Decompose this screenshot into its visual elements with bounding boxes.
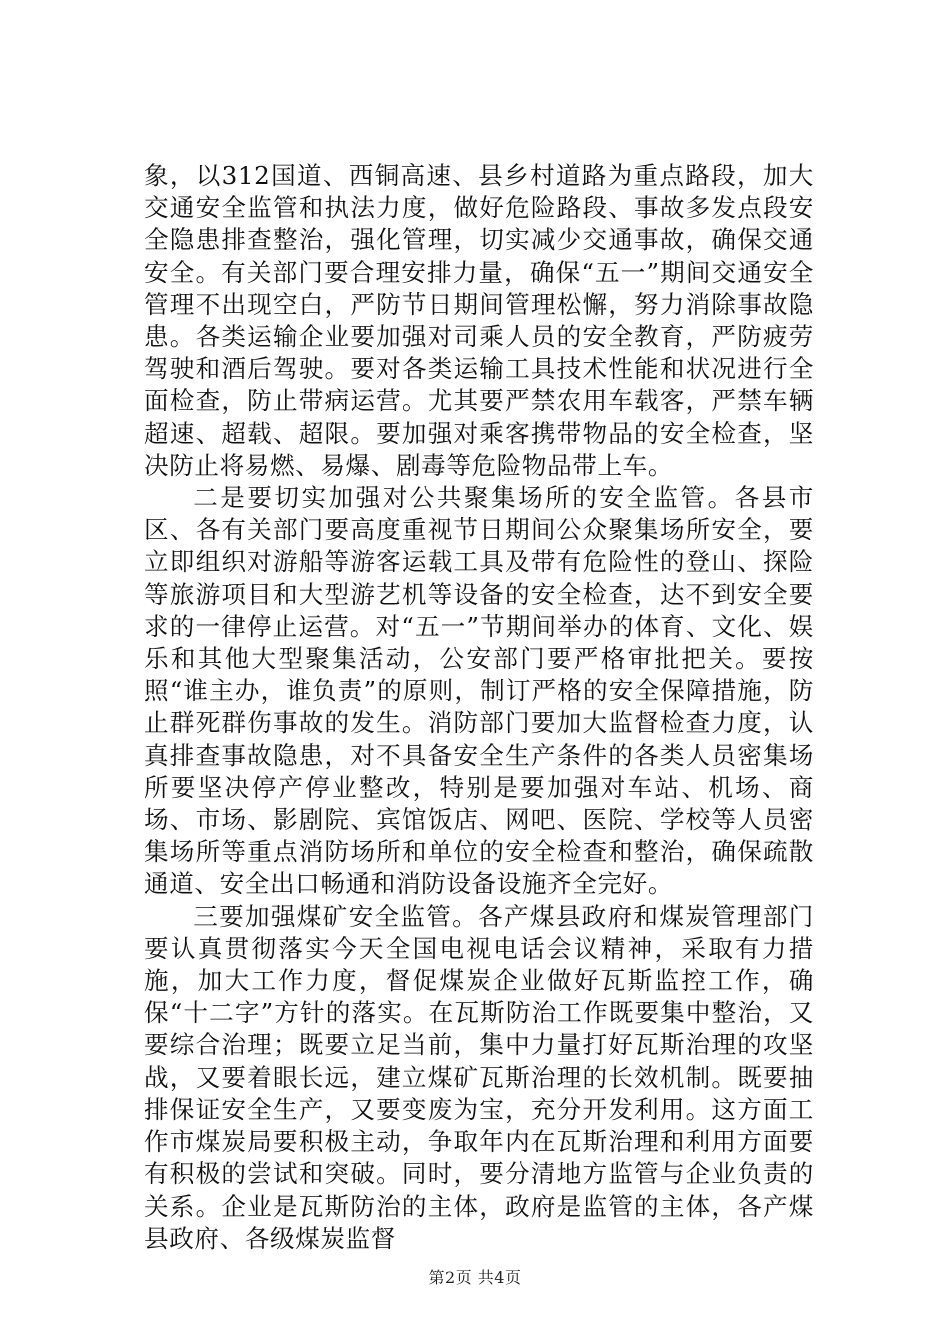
paragraph-traffic-safety: 象，以312国道、西铜高速、县乡村道路为重点路段，加大交通安全监管和执法力度，做好危险路段、事故多发点段安全隐患排查整治，强化管理，切实减少交通事故，确保交通安全。有关部门要合理安排力量，确保“五一”期间交通安全管理不出现空白，严防节日期间管理松懈，努力消除事故隐患。各类运输企业要加强对司乘人员的安全教育，严防疲劳驾驶和酒后驾驶。要对各类运输工具技术性能和状况进行全面检查，防止带病运营。尤其要严禁农用车载客，严禁车辆超速、超载、超限。要加强对乘客携带物品的安全检查，坚决防止将易燃、易爆、剧毒等危险物品带上车。 xyxy=(144,161,814,480)
paragraph-public-venues: 二是要切实加强对公共聚集场所的安全监管。各县市区、各有关部门要高度重视节日期间公众聚集场所安全，要立即组织对游船等游客运载工具及带有危险性的登山、探险等旅游项目和大型游艺机等设备的安全检查，达不到安全要求的一律停止运营。对“五一”节期间举办的体育、文化、娱乐和其他大型聚集活动，公安部门要严格审批把关。要按照“谁主办，谁负责”的原则，制订严格的安全保障措施，防止群死群伤事故的发生。消防部门要加大监督检查力度，认真排查事故隐患，对不具备安全生产条件的各类人员密集场所要坚决停产停业整改，特别是要加强对车站、机场、商场、市场、影剧院、宾馆饭店、网吧、医院、学校等人员密集场所等重点消防场所和单位的安全检查和整治，确保疏散通道、安全出口畅通和消防设备设施齐全完好。 xyxy=(144,483,814,899)
document-body xyxy=(144,160,814,1255)
page-number-footer: 第2页 共4页 xyxy=(428,1268,522,1287)
paragraph-coal-mine-safety: 三要加强煤矿安全监管。各产煤县政府和煤炭管理部门要认真贯彻落实今天全国电视电话会议精神，采取有力措施，加大工作力度，督促煤炭企业做好瓦斯监控工作，确保“十二字”方针的落实。在瓦斯防治工作既要集中整治，又要综合治理；既要立足当前，集中力量打好瓦斯治理的攻坚战，又要着眼长远，建立煤矿瓦斯治理的长效机制。既要抽排保证安全生产，又要变废为宝，充分开发利用。这方面工作市煤炭局要积极主动，争取年内在瓦斯治理和利用方面要有积极的尝试和突破。同时，要分清地方监管与企业负责的关系。企业是瓦斯防治的主体，政府是监管的主体，各产煤县政府、各级煤炭监督 xyxy=(144,901,814,1253)
